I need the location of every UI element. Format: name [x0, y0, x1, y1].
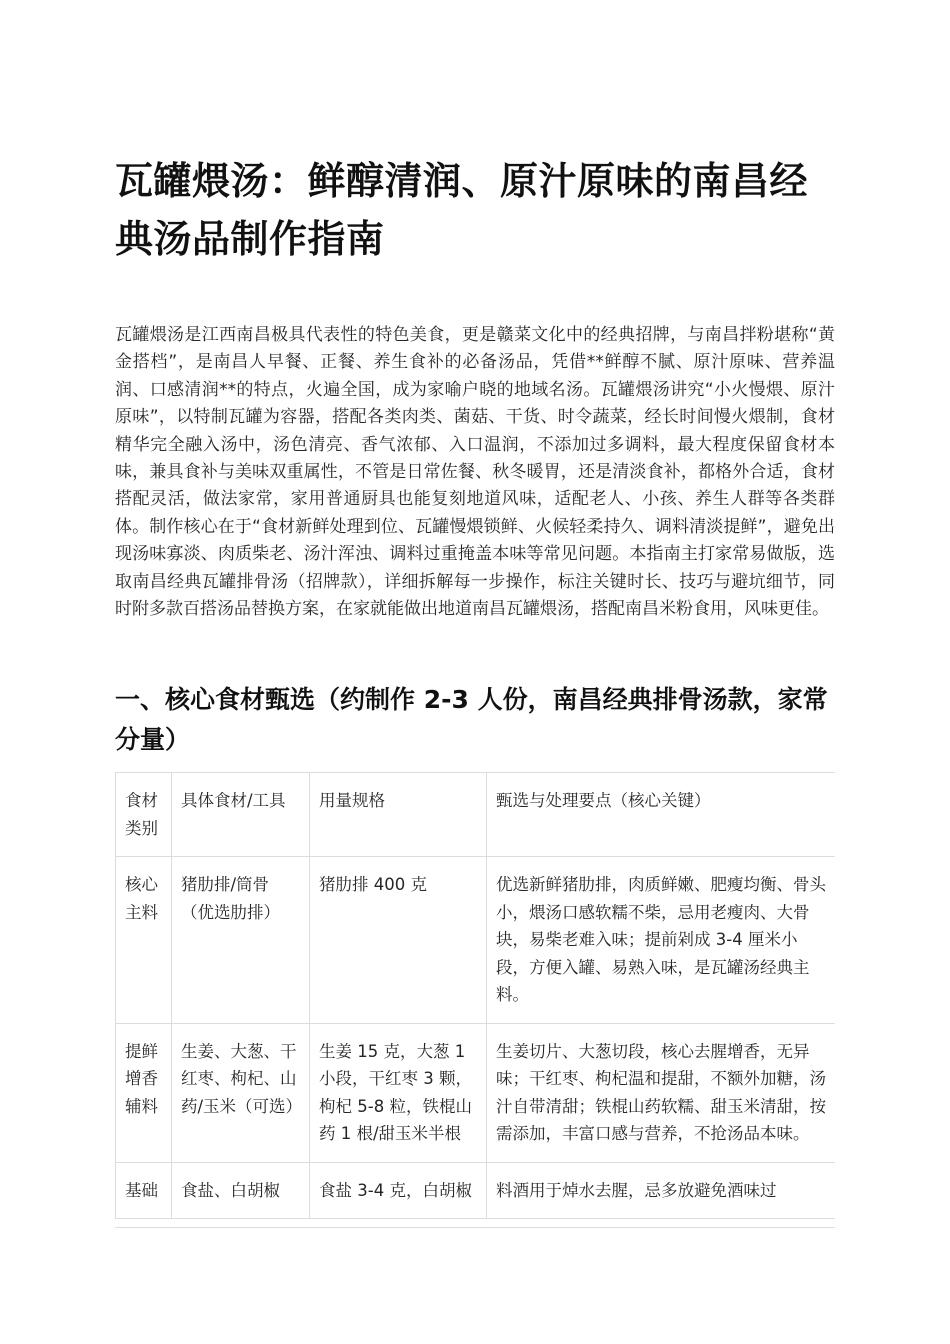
- cell-amount: 生姜 15 克，大葱 1 小段，干红枣 3 颗，枸杞 5-8 粒，铁棍山药 1 根/甜玉米半根: [310, 1023, 487, 1162]
- column-header-ingredient: 具体食材/工具: [172, 773, 310, 857]
- column-header-category: 食材类别: [116, 773, 172, 857]
- cell-amount: 猪肋排 400 克: [310, 857, 487, 1024]
- cell-notes: 优选新鲜猪肋排，肉质鲜嫩、肥瘦均衡、骨头小，煨汤口感软糯不柴，忌用老瘦肉、大骨块，易柴老难入味；提前剁成 3-4 厘米小段，方便入罐、易熟入味，是瓦罐汤经典主料。: [487, 857, 836, 1024]
- document-title: 瓦罐煨汤：鲜醇清润、原汁原味的南昌经典汤品制作指南: [115, 159, 809, 261]
- cell-ingredient: 猪肋排/筒骨（优选肋排）: [172, 857, 310, 1024]
- ingredients-table: [115, 772, 835, 1219]
- cell-category: 基础: [116, 1162, 172, 1219]
- cell-ingredient: 生姜、大葱、干红枣、枸杞、山药/玉米（可选）: [172, 1023, 310, 1162]
- cell-ingredient: 食盐、白胡椒: [172, 1162, 310, 1219]
- cell-notes: 生姜切片、大葱切段，核心去腥增香，无异味；干红枣、枸杞温和提甜，不额外加糖，汤汁自带清甜；铁棍山药软糯、甜玉米清甜，按需添加，丰富口感与营养，不抢汤品本味。: [487, 1023, 836, 1162]
- table-row: [116, 1023, 836, 1162]
- column-header-notes: 甄选与处理要点（核心关键）: [487, 773, 836, 857]
- table-header-row: [116, 773, 836, 857]
- cell-category: 核心主料: [116, 857, 172, 1024]
- cell-category: 提鲜增香辅料: [116, 1023, 172, 1162]
- table-row: [116, 1162, 836, 1219]
- cell-notes: 料酒用于焯水去腥，忌多放避免酒味过: [487, 1162, 836, 1219]
- ingredients-table-container: [115, 772, 835, 1228]
- cell-amount: 食盐 3-4 克，白胡椒: [310, 1162, 487, 1219]
- section-heading-ingredients: 一、核心食材甄选（约制作 2-3 人份，南昌经典排骨汤款，家常分量）: [115, 685, 828, 754]
- column-header-amount: 用量规格: [310, 773, 487, 857]
- intro-paragraph: 瓦罐煨汤是江西南昌极具代表性的特色美食，更是赣菜文化中的经典招牌，与南昌拌粉堪称“黄金搭档”，是南昌人早餐、正餐、养生食补的必备汤品，凭借**鲜醇不腻、原汁原味、营养温润、口感清润**的特点，火遍全国，成为家喻户晓的地域名汤。瓦罐煨汤讲究“小火慢煨、原汁原味”，以特制瓦罐为容器，搭配各类肉类、菌菇、干货、时令蔬菜，经长时间慢火煨制，食材精华完全融入汤中，汤色清亮、香气浓郁、入口温润，不添加过多调料，最大程度保留食材本味，兼具食补与美味双重属性，不管是日常佐餐、秋冬暖胃，还是清淡食补，都格外合适，食材搭配灵活，做法家常，家用普通厨具也能复刻地道风味，适配老人、小孩、养生人群等各类群体。制作核心在于“食材新鲜处理到位、瓦罐慢煨锁鲜、火候轻柔持久、调料清淡提鲜”，避免出现汤味寡淡、肉质柴老、汤汁浑浊、调料过重掩盖本味等常见问题。本指南主打家常易做版，选取南昌经典瓦罐排骨汤（招牌款），详细拆解每一步操作，标注关键时长、技巧与避坑细节，同时附多款百搭汤品替换方案，在家就能做出地道南昌瓦罐煨汤，搭配南昌米粉食用，风味更佳。: [115, 325, 835, 620]
- table-row: [116, 857, 836, 1024]
